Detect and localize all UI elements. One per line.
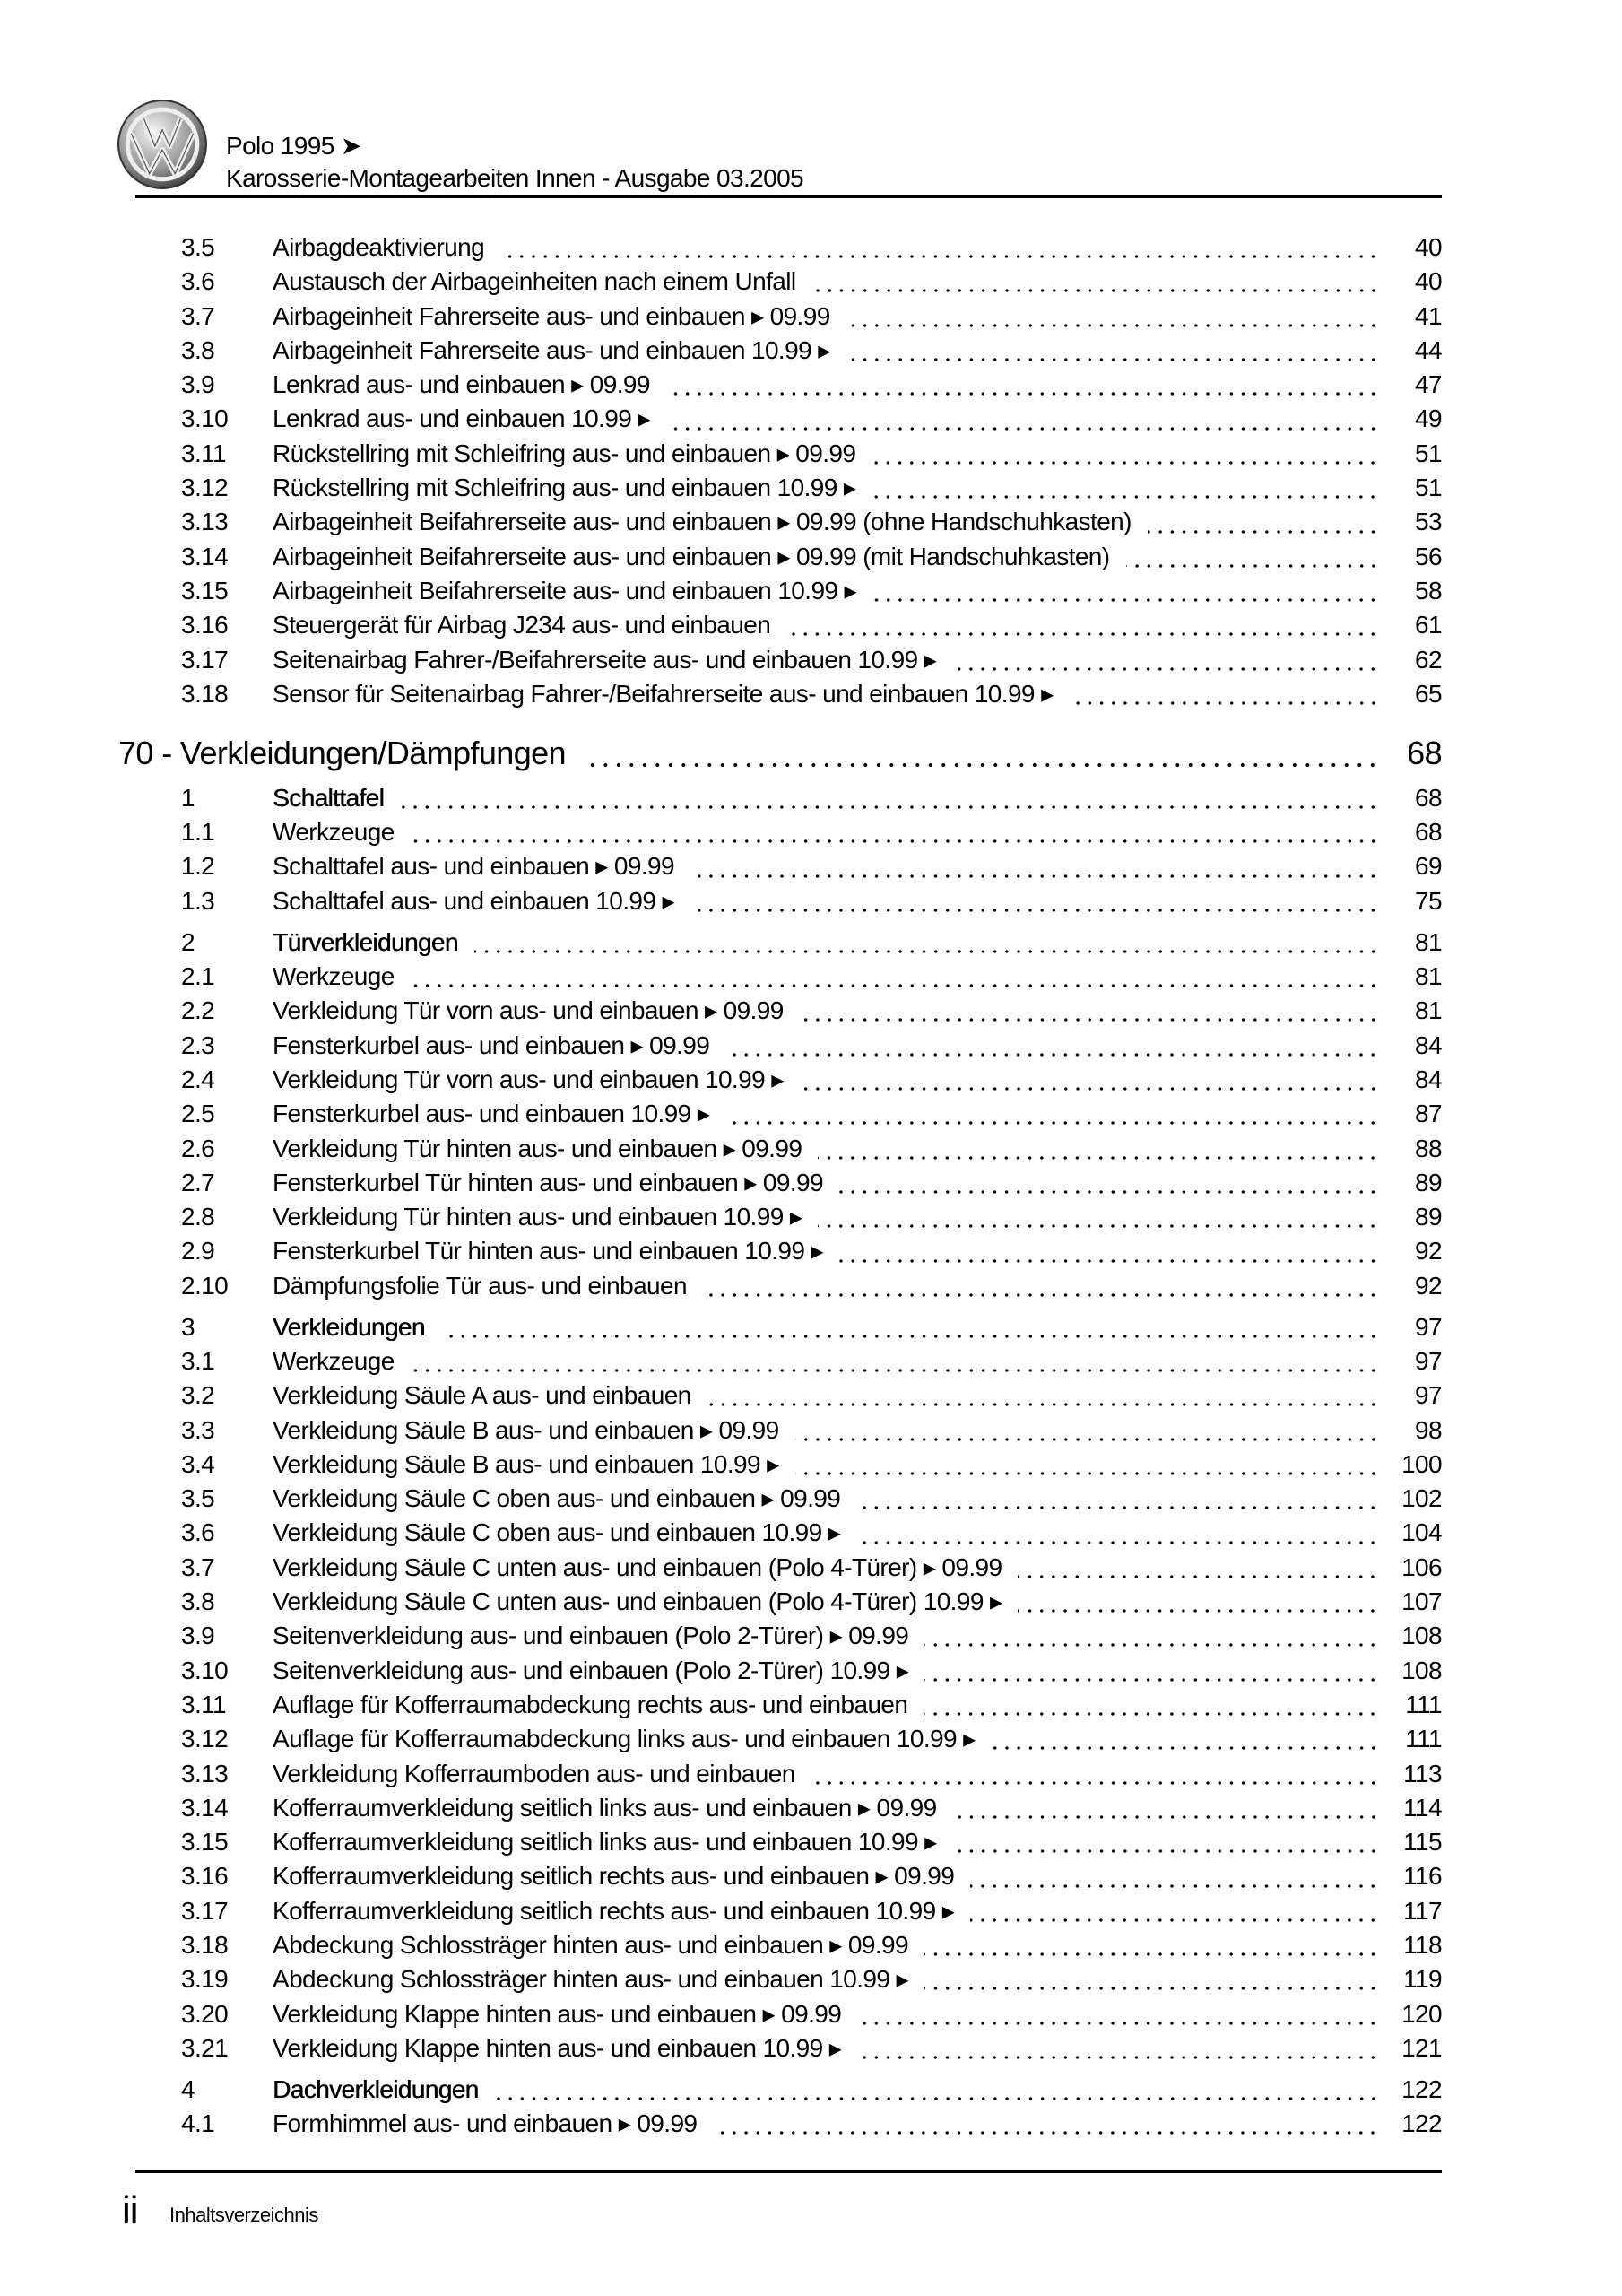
toc-entry[interactable] — [118, 1962, 1442, 1996]
entry-number: 3.16 — [181, 1862, 229, 1891]
dot-leader — [725, 1050, 1379, 1059]
entry-title: Dachverkleidungen — [273, 2074, 479, 2103]
entry-number: 2.1 — [181, 962, 215, 991]
entry-number: 1 — [181, 783, 195, 812]
entry-number: 3.12 — [181, 474, 229, 502]
dot-leader — [856, 1503, 1379, 1512]
entry-number: 2.4 — [181, 1065, 215, 1093]
toc-entry[interactable] — [118, 849, 1442, 883]
entry-page: 84 — [1415, 1065, 1442, 1093]
dot-leader — [441, 1332, 1379, 1341]
dot-leader — [495, 2094, 1379, 2103]
entry-page: 61 — [1415, 611, 1442, 639]
entry-number: 3.19 — [181, 1965, 229, 1994]
entry-number: 4.1 — [181, 2109, 215, 2138]
entry-page: 75 — [1415, 886, 1442, 915]
entry-number: 3.20 — [181, 1999, 229, 2028]
entry-page: 68 — [1407, 735, 1442, 772]
entry-page: 68 — [1415, 818, 1442, 847]
entry-number: 3.12 — [181, 1725, 229, 1753]
table-of-contents — [118, 230, 1442, 2141]
entry-number: 3.11 — [181, 1690, 227, 1718]
entry-page: 62 — [1415, 645, 1442, 674]
entry-page: 92 — [1415, 1271, 1442, 1300]
toc-entry[interactable] — [118, 1928, 1442, 1962]
entry-title: Türverkleidungen — [273, 927, 458, 956]
toc-entry[interactable] — [118, 1166, 1442, 1200]
toc-entry[interactable] — [118, 2107, 1442, 2141]
toc-entry[interactable] — [118, 994, 1442, 1028]
dot-leader — [786, 630, 1379, 639]
toc-entry[interactable] — [118, 230, 1442, 265]
toc-group[interactable] — [118, 1310, 1442, 1344]
entry-title: 70 - Verkleidungen/Dämpfungen — [118, 735, 566, 772]
toc-group[interactable] — [118, 926, 1442, 960]
entry-number: 1.3 — [181, 886, 215, 915]
entry-number: 3.7 — [181, 301, 215, 330]
dot-leader — [953, 1813, 1379, 1822]
dot-leader — [812, 286, 1379, 295]
toc-entry[interactable] — [118, 1551, 1442, 1585]
dot-leader — [474, 947, 1379, 956]
entry-page: 100 — [1401, 1449, 1442, 1478]
entry-number: 3.14 — [181, 1793, 229, 1822]
header-subtitle: Karosserie-Montagearbeiten Innen - Ausgabe 03.2005 — [226, 164, 804, 192]
entry-title: Airbageinheit Beifahrerseite aus- und einbauen 10.99 ▸ — [273, 576, 857, 604]
entry-page: 108 — [1401, 1622, 1442, 1650]
toc-entry[interactable] — [118, 643, 1442, 677]
toc-entry[interactable] — [118, 437, 1442, 471]
entry-title: Airbageinheit Beifahrerseite aus- und einbauen ▸ 09.99 (mit Handschuhkasten) — [273, 542, 1110, 570]
toc-entry[interactable] — [118, 608, 1442, 642]
entry-title: Verkleidung Tür hinten aus- und einbauen ▸ 09.99 — [273, 1134, 802, 1162]
entry-page: 58 — [1415, 576, 1442, 604]
entry-title: Lenkrad aus- und einbauen 10.99 ▸ — [273, 404, 650, 433]
entry-title: Verkleidung Klappe hinten aus- und einbauen 10.99 ▸ — [273, 2033, 842, 2062]
toc-entry[interactable] — [118, 1585, 1442, 1619]
dot-leader — [1148, 527, 1379, 536]
dot-leader — [818, 1222, 1379, 1231]
dot-leader — [970, 1916, 1379, 1925]
entry-page: 44 — [1415, 335, 1442, 364]
entry-title: Kofferraumverkleidung seitlich links aus- und einbauen ▸ 09.99 — [273, 1793, 937, 1822]
entry-title: Werkzeuge — [273, 962, 395, 991]
entry-title: Rückstellring mit Schleifring aus- und einbauen ▸ 09.99 — [273, 439, 856, 467]
entry-number: 3.21 — [181, 2033, 229, 2062]
dot-leader — [846, 355, 1379, 364]
entry-page: 47 — [1415, 370, 1442, 399]
entry-number: 3.5 — [181, 1484, 215, 1513]
toc-entry[interactable] — [118, 505, 1442, 539]
dot-leader — [924, 1709, 1379, 1718]
entry-title: Werkzeuge — [273, 818, 395, 847]
entry-page: 89 — [1415, 1168, 1442, 1196]
entry-page: 97 — [1415, 1346, 1442, 1375]
dot-leader — [839, 1187, 1379, 1196]
entry-page: 117 — [1403, 1896, 1442, 1925]
dot-leader — [707, 1400, 1379, 1409]
dot-leader — [992, 1744, 1379, 1752]
entry-number: 2 — [181, 927, 195, 956]
entry-title: Verkleidungen — [273, 1312, 425, 1341]
entry-page: 49 — [1415, 404, 1442, 433]
entry-number: 3.3 — [181, 1415, 215, 1444]
entry-number: 3.6 — [181, 1518, 215, 1547]
footer-page-number: ii — [122, 2188, 138, 2232]
toc-entry[interactable] — [118, 1654, 1442, 1688]
entry-page: 92 — [1415, 1237, 1442, 1265]
entry-title: Dämpfungsfolie Tür aus- und einbauen — [273, 1271, 687, 1300]
entry-title: Abdeckung Schlossträger hinten aus- und einbauen 10.99 ▸ — [273, 1965, 908, 1994]
entry-page: 97 — [1415, 1312, 1442, 1341]
entry-page: 111 — [1405, 1725, 1442, 1753]
entry-title: Schalttafel aus- und einbauen ▸ 09.99 — [273, 852, 674, 881]
entry-number: 1.2 — [181, 852, 215, 881]
toc-entry[interactable] — [118, 1029, 1442, 1063]
entry-page: 108 — [1401, 1656, 1442, 1684]
dot-leader — [1018, 1572, 1379, 1581]
toc-entry[interactable] — [118, 677, 1442, 711]
entry-title: Auflage für Kofferraumabdeckung rechts aus- und einbauen — [273, 1690, 908, 1718]
toc-entry[interactable] — [118, 574, 1442, 608]
entry-page: 118 — [1403, 1931, 1442, 1960]
entry-page: 87 — [1415, 1100, 1442, 1128]
dot-leader — [800, 1015, 1379, 1024]
entry-page: 106 — [1401, 1552, 1442, 1581]
entry-page: 116 — [1403, 1862, 1442, 1891]
dot-leader — [795, 1469, 1379, 1478]
dot-leader — [582, 761, 1379, 770]
dot-leader — [924, 1675, 1379, 1684]
entry-title: Rückstellring mit Schleifring aus- und einbauen 10.99 ▸ — [273, 474, 856, 502]
entry-number: 3.15 — [181, 1828, 229, 1857]
toc-entry[interactable] — [118, 1757, 1442, 1791]
entry-page: 111 — [1405, 1690, 1442, 1718]
toc-entry[interactable] — [118, 1448, 1442, 1482]
entry-page: 81 — [1415, 927, 1442, 956]
entry-page: 122 — [1401, 2109, 1442, 2138]
entry-number: 3.14 — [181, 542, 229, 570]
dot-leader — [1126, 561, 1380, 570]
entry-number: 2.7 — [181, 1168, 215, 1196]
toc-entry[interactable] — [118, 1200, 1442, 1234]
entry-number: 2.3 — [181, 1031, 215, 1059]
entry-page: 56 — [1415, 542, 1442, 570]
entry-title: Kofferraumverkleidung seitlich links aus- und einbauen 10.99 ▸ — [273, 1828, 937, 1857]
toc-entry[interactable] — [118, 1132, 1442, 1166]
entry-title: Kofferraumverkleidung seitlich rechts aus- und einbauen ▸ 09.99 — [273, 1862, 955, 1891]
entry-title: Austausch der Airbageinheiten nach einem Unfall — [273, 267, 796, 296]
entry-number: 3.17 — [181, 645, 229, 674]
toc-entry[interactable] — [118, 1063, 1442, 1097]
entry-number: 3.16 — [181, 611, 229, 639]
dot-leader — [872, 458, 1379, 467]
entry-number: 3.8 — [181, 1587, 215, 1616]
toc-entry[interactable] — [118, 1894, 1442, 1928]
entry-title: Verkleidung Säule C unten aus- und einbauen (Polo 4-Türer) 10.99 ▸ — [273, 1587, 1002, 1616]
toc-group[interactable] — [118, 2073, 1442, 2107]
dot-leader — [666, 389, 1379, 398]
toc-entry[interactable] — [118, 368, 1442, 402]
vw-logo — [117, 99, 208, 190]
dot-leader — [857, 2053, 1379, 2062]
dot-leader — [953, 1847, 1379, 1856]
entry-page: 88 — [1415, 1134, 1442, 1162]
dot-leader — [818, 1153, 1379, 1162]
dot-leader — [856, 1538, 1379, 1547]
entry-page: 84 — [1415, 1031, 1442, 1059]
entry-number: 1.1 — [181, 818, 215, 847]
entry-page: 68 — [1415, 783, 1442, 812]
header-divider — [135, 195, 1442, 198]
entry-number: 3.10 — [181, 404, 229, 433]
entry-page: 119 — [1403, 1965, 1442, 1994]
entry-page: 41 — [1415, 301, 1442, 330]
entry-page: 89 — [1415, 1203, 1442, 1231]
entry-title: Fensterkurbel aus- und einbauen 10.99 ▸ — [273, 1100, 710, 1128]
entry-title: Verkleidung Tür vorn aus- und einbauen 10.99 ▸ — [273, 1065, 784, 1093]
entry-page: 65 — [1415, 679, 1442, 708]
toc-group[interactable] — [118, 781, 1442, 815]
toc-entry[interactable] — [118, 1825, 1442, 1859]
toc-entry[interactable] — [118, 815, 1442, 849]
toc-entry[interactable] — [118, 1344, 1442, 1378]
entry-title: Fensterkurbel aus- und einbauen ▸ 09.99 — [273, 1031, 710, 1059]
entry-page: 121 — [1401, 2033, 1442, 2062]
toc-entry[interactable] — [118, 402, 1442, 436]
entry-title: Verkleidung Säule C unten aus- und einbauen (Polo 4-Türer) ▸ 09.99 — [273, 1552, 1002, 1581]
toc-entry[interactable] — [118, 1688, 1442, 1722]
entry-number: 3.10 — [181, 1656, 229, 1684]
toc-entry[interactable] — [118, 1413, 1442, 1448]
entry-number: 3.11 — [181, 439, 227, 467]
toc-entry[interactable] — [118, 540, 1442, 574]
entry-number: 2.10 — [181, 1271, 229, 1300]
toc-entry[interactable] — [118, 265, 1442, 299]
dot-leader — [725, 1118, 1379, 1127]
entry-page: 69 — [1415, 852, 1442, 881]
entry-number: 3.2 — [181, 1381, 215, 1410]
entry-title: Verkleidung Säule A aus- und einbauen — [273, 1381, 691, 1410]
entry-number: 3.15 — [181, 576, 229, 604]
dot-leader — [690, 906, 1379, 915]
header-model: Polo 1995 ➤ — [226, 132, 361, 160]
dot-leader — [411, 981, 1379, 990]
entry-title: Steuergerät für Airbag J234 aus- und einbauen — [273, 611, 771, 639]
toc-entry[interactable] — [118, 1859, 1442, 1893]
entry-page: 40 — [1415, 267, 1442, 296]
entry-title: Verkleidung Tür hinten aus- und einbauen 10.99 ▸ — [273, 1203, 802, 1231]
entry-title: Sensor für Seitenairbag Fahrer-/Beifahrerseite aus- und einbauen 10.99 ▸ — [273, 679, 1054, 708]
entry-title: Verkleidung Säule B aus- und einbauen ▸ 09.99 — [273, 1415, 779, 1444]
entry-page: 120 — [1401, 1999, 1442, 2028]
entry-title: Auflage für Kofferraumabdeckung links aus- und einbauen 10.99 ▸ — [273, 1725, 976, 1753]
entry-page: 97 — [1415, 1381, 1442, 1410]
entry-number: 3.13 — [181, 508, 229, 536]
toc-entry[interactable] — [118, 300, 1442, 334]
entry-number: 3.9 — [181, 1622, 215, 1650]
toc-entry[interactable] — [118, 1234, 1442, 1268]
entry-number: 3.1 — [181, 1346, 215, 1375]
dot-leader — [1070, 699, 1379, 708]
toc-entry[interactable] — [118, 960, 1442, 994]
entry-page: 113 — [1403, 1759, 1442, 1787]
dot-leader — [924, 1640, 1379, 1649]
toc-entry[interactable] — [118, 334, 1442, 368]
toc-entry[interactable] — [118, 2031, 1442, 2066]
entry-number: 3.17 — [181, 1896, 229, 1925]
toc-entry[interactable] — [118, 884, 1442, 918]
dot-leader — [713, 2128, 1379, 2137]
entry-number: 2.8 — [181, 1203, 215, 1231]
dot-leader — [811, 1779, 1379, 1787]
entry-title: Schalttafel aus- und einbauen 10.99 ▸ — [273, 886, 674, 915]
dot-leader — [857, 2019, 1379, 2028]
entry-page: 102 — [1401, 1484, 1442, 1513]
dot-leader — [795, 1435, 1379, 1444]
entry-title: Airbageinheit Beifahrerseite aus- und einbauen ▸ 09.99 (ohne Handschuhkasten) — [273, 508, 1132, 536]
footer-section: Inhaltsverzeichnis — [169, 2204, 318, 2226]
toc-entry[interactable] — [118, 1378, 1442, 1413]
entry-number: 3.13 — [181, 1759, 229, 1787]
dot-leader — [846, 321, 1379, 330]
toc-entry[interactable] — [118, 1997, 1442, 2031]
entry-title: Seitenverkleidung aus- und einbauen (Polo 2-Türer) 10.99 ▸ — [273, 1656, 909, 1684]
entry-page: 104 — [1401, 1518, 1442, 1547]
entry-page: 98 — [1415, 1415, 1442, 1444]
entry-number: 3.9 — [181, 370, 215, 399]
dot-leader — [703, 1291, 1379, 1300]
dot-leader — [500, 252, 1379, 261]
entry-number: 3.7 — [181, 1552, 215, 1581]
entry-number: 3.8 — [181, 335, 215, 364]
entry-title: Verkleidung Säule B aus- und einbauen 10.99 ▸ — [273, 1449, 779, 1478]
entry-title: Airbageinheit Fahrerseite aus- und einbauen 10.99 ▸ — [273, 335, 830, 364]
entry-title: Seitenairbag Fahrer-/Beifahrerseite aus- und einbauen 10.99 ▸ — [273, 645, 937, 674]
entry-title: Fensterkurbel Tür hinten aus- und einbauen 10.99 ▸ — [273, 1237, 823, 1265]
entry-page: 114 — [1403, 1793, 1442, 1822]
footer-divider — [135, 2170, 1442, 2173]
dot-leader — [839, 1257, 1379, 1265]
entry-number: 3.18 — [181, 1931, 229, 1960]
entry-title: Verkleidung Säule C oben aus- und einbauen ▸ 09.99 — [273, 1484, 841, 1513]
entry-title: Verkleidung Kofferraumboden aus- und einbauen — [273, 1759, 795, 1787]
entry-number: 2.5 — [181, 1100, 215, 1128]
dot-leader — [800, 1084, 1379, 1093]
entry-page: 81 — [1415, 962, 1442, 991]
entry-title: Seitenverkleidung aus- und einbauen (Polo 2-Türer) ▸ 09.99 — [273, 1622, 909, 1650]
entry-title: Abdeckung Schlossträger hinten aus- und einbauen ▸ 09.99 — [273, 1931, 908, 1960]
entry-page: 81 — [1415, 996, 1442, 1025]
entry-number: 2.2 — [181, 996, 215, 1025]
entry-number: 3 — [181, 1312, 195, 1341]
entry-title: Lenkrad aus- und einbauen ▸ 09.99 — [273, 370, 650, 399]
entry-title: Verkleidung Klappe hinten aus- und einbauen ▸ 09.99 — [273, 1999, 842, 2028]
entry-number: 3.6 — [181, 267, 215, 296]
dot-leader — [411, 837, 1379, 846]
dot-leader — [1018, 1606, 1379, 1615]
dot-leader — [872, 492, 1379, 501]
toc-entry[interactable] — [118, 1482, 1442, 1516]
dot-leader — [690, 872, 1379, 881]
entry-page: 53 — [1415, 508, 1442, 536]
toc-entry[interactable] — [118, 1791, 1442, 1825]
toc-entry[interactable] — [118, 1269, 1442, 1303]
entry-page: 40 — [1415, 233, 1442, 261]
entry-title: Werkzeuge — [273, 1346, 395, 1375]
dot-leader — [970, 1882, 1379, 1891]
entry-number: 2.6 — [181, 1134, 215, 1162]
toc-entry[interactable] — [118, 1516, 1442, 1550]
toc-entry[interactable] — [118, 1619, 1442, 1653]
entry-title: Verkleidung Säule C oben aus- und einbauen 10.99 ▸ — [273, 1518, 841, 1547]
toc-chapter[interactable] — [118, 731, 1442, 776]
dot-leader — [924, 1984, 1379, 1993]
entry-number: 2.9 — [181, 1237, 215, 1265]
dot-leader — [952, 665, 1379, 674]
toc-entry[interactable] — [118, 471, 1442, 505]
entry-title: Airbagdeaktivierung — [273, 233, 485, 261]
entry-title: Kofferraumverkleidung seitlich rechts aus- und einbauen 10.99 ▸ — [273, 1896, 955, 1925]
dot-leader — [872, 596, 1379, 604]
entry-page: 122 — [1401, 2074, 1442, 2103]
entry-title: Verkleidung Tür vorn aus- und einbauen ▸ 09.99 — [273, 996, 784, 1025]
entry-title: Schalttafel — [273, 783, 385, 812]
entry-page: 115 — [1403, 1828, 1442, 1857]
toc-entry[interactable] — [118, 1722, 1442, 1756]
dot-leader — [666, 424, 1379, 433]
entry-number: 4 — [181, 2074, 195, 2103]
entry-title: Fensterkurbel Tür hinten aus- und einbauen ▸ 09.99 — [273, 1168, 823, 1196]
entry-number: 3.4 — [181, 1449, 215, 1478]
dot-leader — [411, 1366, 1379, 1375]
entry-page: 51 — [1415, 439, 1442, 467]
entry-number: 3.5 — [181, 233, 215, 261]
toc-entry[interactable] — [118, 1097, 1442, 1131]
entry-page: 51 — [1415, 474, 1442, 502]
dot-leader — [924, 1950, 1379, 1959]
dot-leader — [400, 803, 1379, 812]
entry-number: 3.18 — [181, 679, 229, 708]
entry-page: 107 — [1401, 1587, 1442, 1616]
entry-title: Formhimmel aus- und einbauen ▸ 09.99 — [273, 2109, 698, 2138]
entry-title: Airbageinheit Fahrerseite aus- und einbauen ▸ 09.99 — [273, 301, 830, 330]
